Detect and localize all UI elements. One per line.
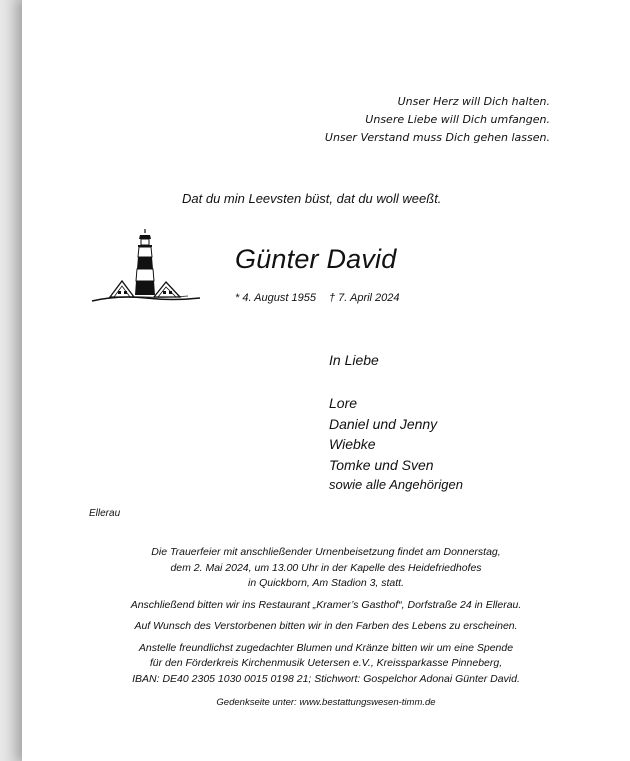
life-dates — [235, 292, 410, 304]
mourner-name: Tomke und Sven — [329, 456, 434, 473]
death-date: † 7. April 2024 — [329, 292, 400, 304]
funeral-notice — [22, 545, 630, 693]
notice-line: Anstelle freundlichst zugedachter Blumen und Kränze bitten wir um eine Spende — [138, 641, 514, 654]
mourners-list — [329, 393, 463, 496]
motto-verse — [325, 93, 550, 147]
place-name: Ellerau — [89, 508, 121, 519]
memorial-page-link: Gedenkseite unter: www.bestattungswesen-timm.de — [216, 697, 436, 708]
page-left-shadow — [0, 0, 22, 761]
motto-line: Unser Herz will Dich halten. — [397, 95, 550, 108]
motto-line: Unsere Liebe will Dich umfangen. — [365, 113, 550, 126]
mourners-intro: In Liebe — [329, 352, 379, 368]
obituary-page — [22, 0, 630, 761]
invitation-info: Anschließend bitten wir ins Restaurant „Kramer’s Gasthof“, Dorfstraße 24 in Ellerau. — [130, 598, 522, 611]
ceremony-info — [22, 545, 630, 592]
mourner-name: Wiebke — [329, 436, 376, 452]
notice-line: dem 2. Mai 2024, um 13.00 Uhr in der Kapelle des Heidefriedhofes — [170, 561, 482, 574]
birth-date: * 4. August 1955 — [235, 292, 316, 304]
notice-line: IBAN: DE40 2305 1030 0015 0198 21; Stichwort: Gospelchor Adonai Günter David. — [132, 672, 520, 685]
mourner-name: Lore — [329, 395, 358, 411]
mourner-name: Daniel und Jenny — [329, 415, 438, 432]
deceased-name: Günter David — [235, 244, 397, 274]
dialect-quote: Dat du min Leevsten büst, dat du woll weeßt. — [182, 191, 442, 206]
donation-info — [22, 641, 630, 688]
notice-line: für den Förderkreis Kirchenmusik Uetersen e.V., Kreissparkasse Pinneberg, — [149, 657, 503, 669]
dress-info: Auf Wunsch des Verstorbenen bitten wir in den Farben des Lebens zu erscheinen. — [134, 620, 518, 632]
motto-line: Unser Verstand muss Dich gehen lassen. — [324, 131, 550, 144]
lighthouse-icon — [88, 225, 203, 311]
notice-line: Die Trauerfeier mit anschließender Urnenbeisetzung findet am Donnerstag, — [151, 546, 501, 558]
mourners-others: sowie alle Angehörigen — [329, 477, 463, 492]
notice-line: in Quickborn, Am Stadion 3, statt. — [247, 577, 405, 589]
